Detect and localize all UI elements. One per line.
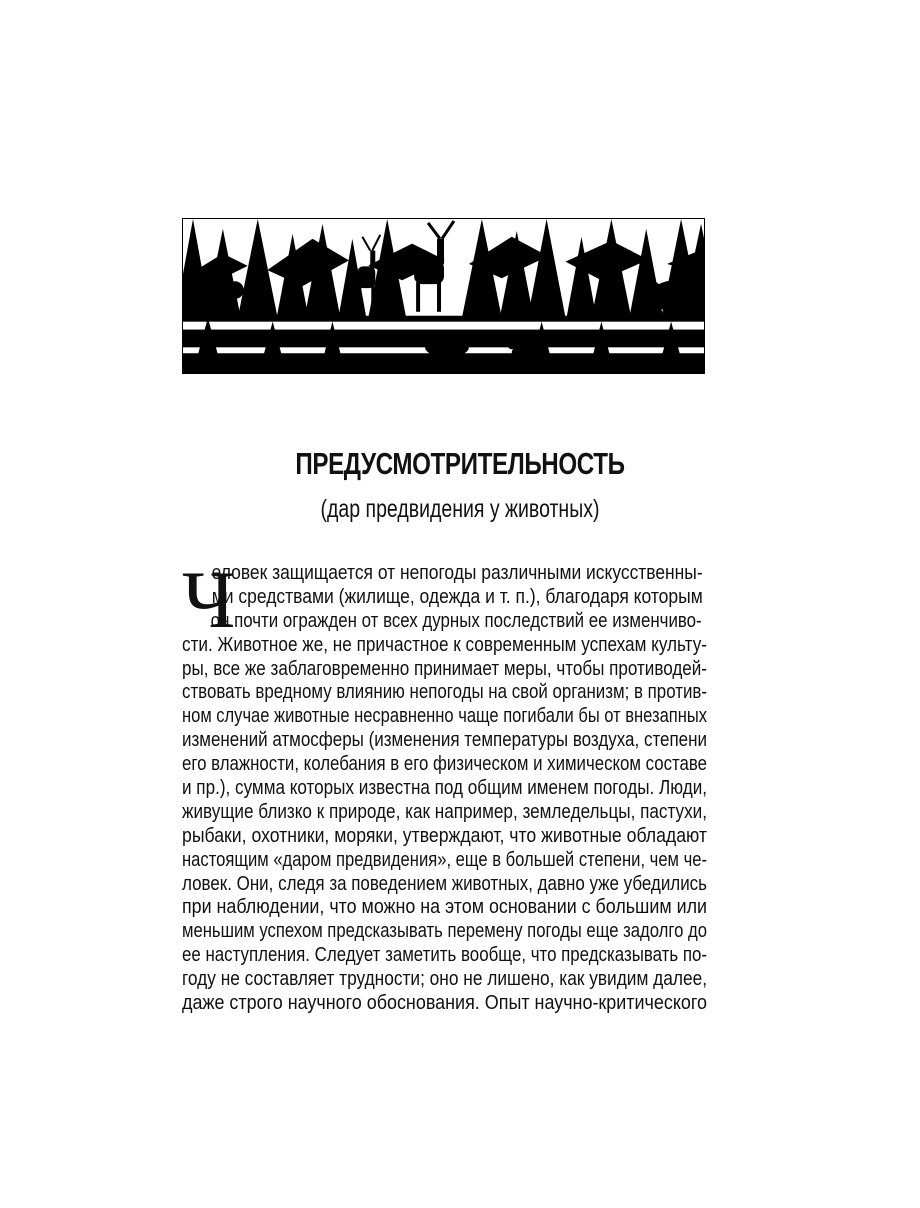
text-line: ловек. Они, следя за поведением животных, давно уже убедились: [182, 872, 707, 895]
text-line: изменений атмосферы (изменения температуры воздуха, степени: [182, 729, 707, 752]
text-line: ном случае животные несравненно чаще погибали бы от внезапных: [182, 705, 707, 728]
text-line: он почти огражден от всех дурных последствий ее изменчиво-: [210, 609, 702, 632]
text-line: рыбаки, охотники, моряки, утверждают, что животные обладают: [182, 824, 707, 847]
forest-banner-illustration: [182, 218, 705, 374]
text-line: году не составляет трудности; оно не лишено, как увидим далее,: [182, 968, 707, 991]
drop-cap: Ч: [182, 554, 236, 645]
chapter-subtitle: (дар предвидения у животных): [320, 495, 600, 523]
chapter-title: ПРЕДУСМОТРИТЕЛЬНОСТЬ: [295, 446, 625, 481]
text-line: даже строго научного обоснования. Опыт научно-критического: [182, 992, 707, 1015]
text-line: живущие близко к природе, как например, земледельцы, пастухи,: [182, 800, 707, 823]
text-line: еловек защищается от непогоды различными искусственны-: [211, 562, 703, 584]
text-line: ры, все же заблаговременно принимает меры, чтобы противодей-: [182, 657, 707, 680]
text-line: при наблюдении, что можно на этом основании с большим или: [182, 896, 707, 919]
forest-silhouette-icon: [183, 219, 704, 373]
text-line: настоящим «даром предвидения», еще в большей степени, чем че-: [182, 848, 707, 871]
text-line: ми средствами (жилище, одежда и т. п.), благодаря которым: [211, 585, 703, 608]
text-line: ее наступления. Следует заметить вообще, что предсказывать по-: [182, 944, 707, 967]
text-line: сти. Животное же, не причастное к современным успехам культу-: [182, 633, 707, 656]
text-line: ствовать вредному влиянию непогоды на свой организм; в против-: [182, 681, 707, 704]
text-line: меньшим успехом предсказывать перемену погоды еще задолго до: [182, 920, 707, 943]
text-line: его влажности, колебания в его физическом и химическом составе: [182, 753, 707, 776]
body-paragraph: [182, 554, 707, 1016]
text-line: и пр.), сумма которых известна под общим именем погоды. Люди,: [182, 777, 707, 800]
